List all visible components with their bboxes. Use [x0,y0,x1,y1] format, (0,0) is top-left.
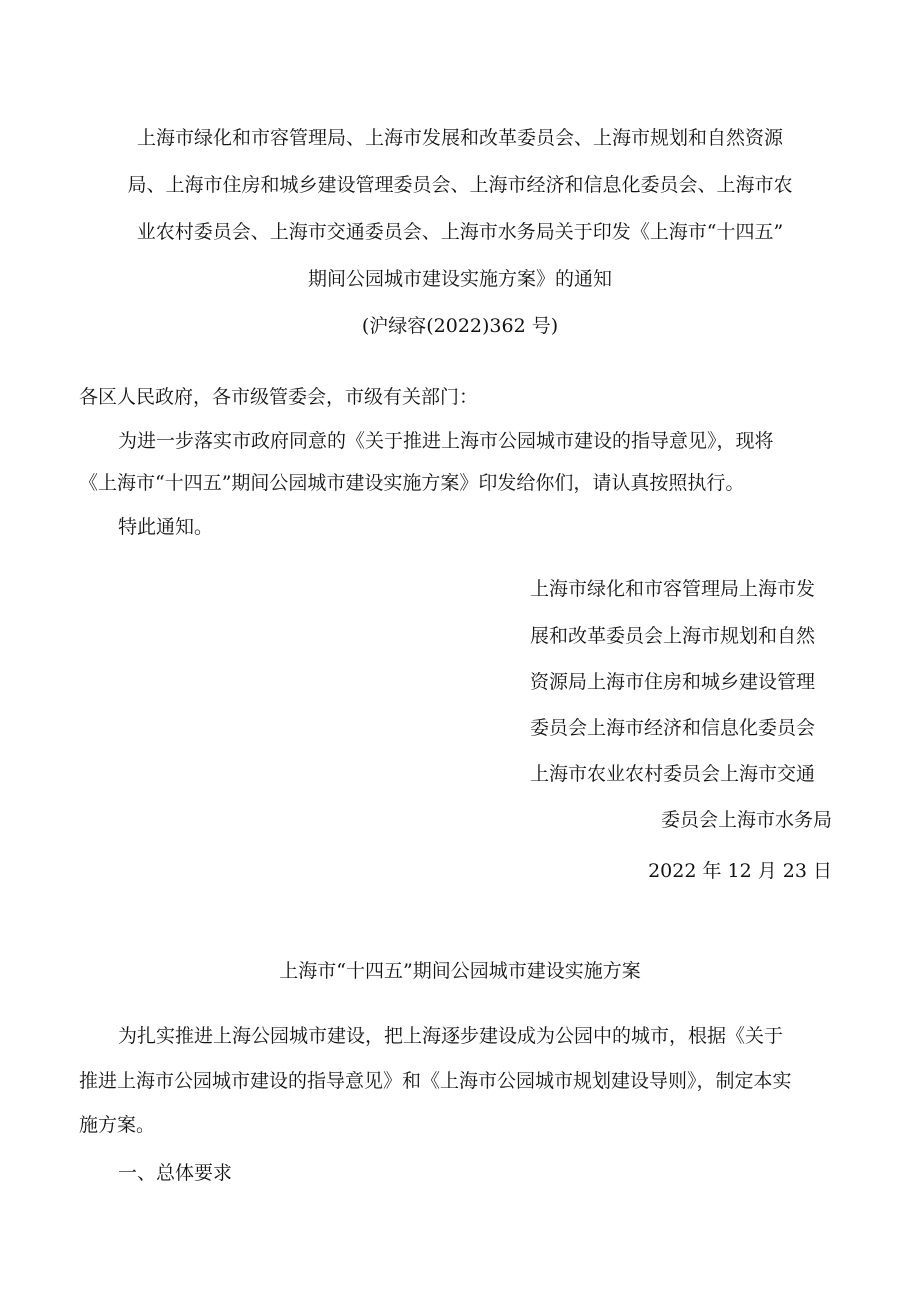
signature-line-5: 上海市农业农村委员会上海市交通 [530,763,816,785]
document-number: (沪绿容(2022)362 号) [361,315,559,337]
signature-line-4: 委员会上海市经济和信息化委员会 [530,717,816,739]
plan-intro-line-2: 推进上海市公园城市建设的指导意见》和《上海市公园城市规划建设导则》，制定本实 [79,1070,792,1092]
signature-date: 2022 年 12 月 23 日 [648,860,832,882]
plan-intro-line-1: 为扎实推进上海公园城市建设，把上海逐步建设成为公园中的城市，根据《关于 [118,1025,784,1047]
title-line-4: 期间公园城市建设实施方案》的通知 [307,268,612,290]
plan-title: 上海市“十四五”期间公园城市建设实施方案 [279,960,641,982]
signature-line-3: 资源局上海市住房和城乡建设管理 [530,671,816,693]
signature-line-2: 展和改革委员会上海市规划和自然 [530,625,816,647]
signature-line-6: 委员会上海市水务局 [660,809,832,831]
title-line-2: 局、上海市住房和城乡建设管理委员会、上海市经济和信息化委员会、上海市农 [127,174,793,196]
plan-intro-line-3: 施方案。 [79,1114,156,1136]
recipients: 各区人民政府，各市级管委会，市级有关部门： [79,386,479,408]
notice-body-line-1: 为进一步落实市政府同意的《关于推进上海市公园城市建设的指导意见》，现将 [118,430,774,452]
notice-closing: 特此通知。 [118,516,214,538]
title-line-3: 业农村委员会、上海市交通委员会、上海市水务局关于印发《上海市“十四五” [136,221,784,243]
notice-body-line-2: 《上海市“十四五”期间公园城市建设实施方案》印发给你们，请认真按照执行。 [79,472,745,494]
section-heading-1: 一、总体要求 [118,1162,233,1184]
title-line-1: 上海市绿化和市容管理局、上海市发展和改革委员会、上海市规划和自然资源 [136,127,783,149]
signature-line-1: 上海市绿化和市容管理局上海市发 [530,578,816,600]
